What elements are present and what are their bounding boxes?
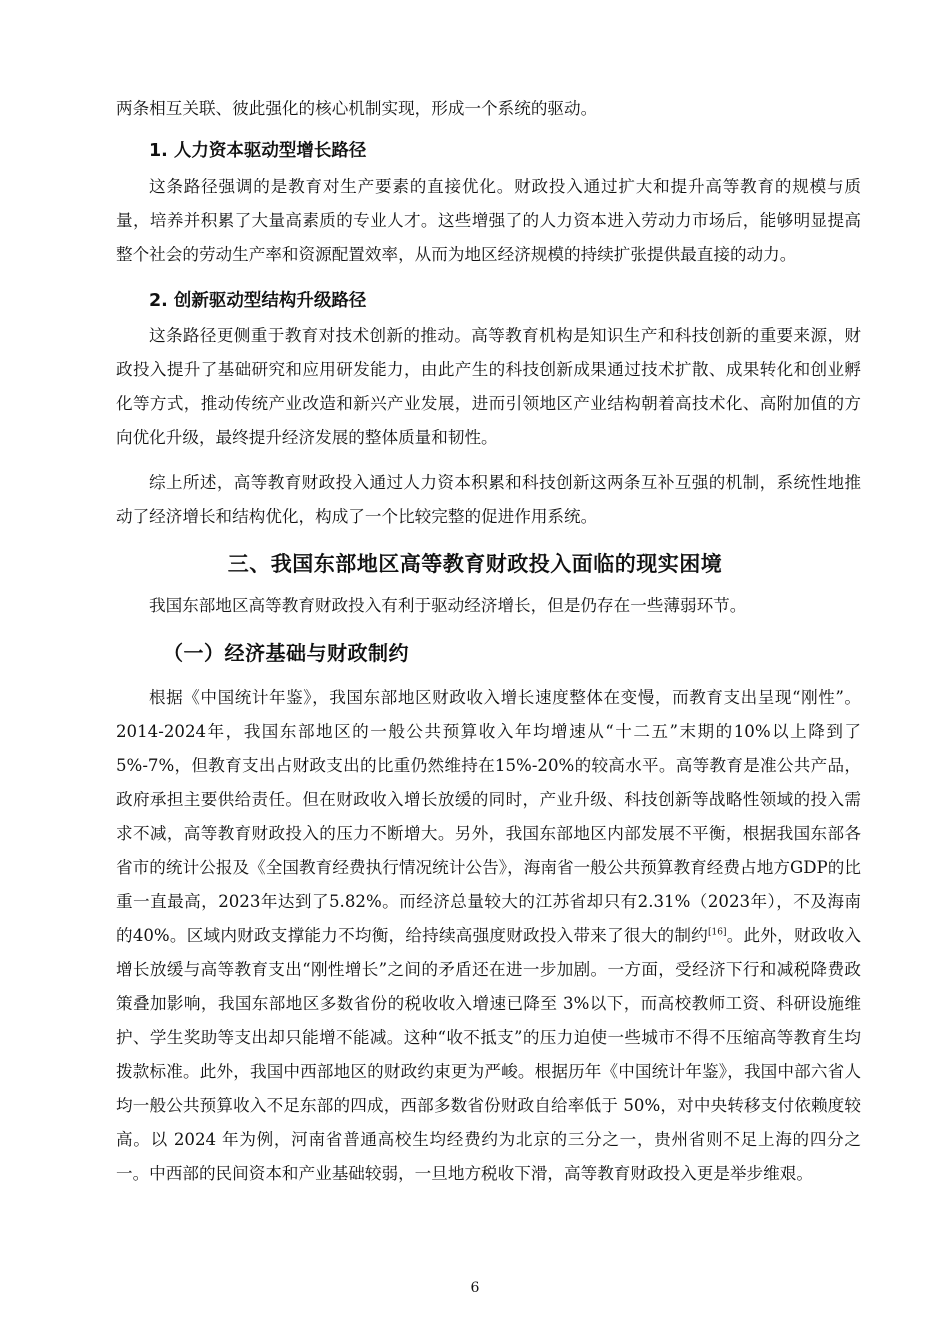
subsection1-heading: （一）经济基础与财政制约 xyxy=(163,641,409,665)
summary-paragraph: 综上所述，高等教育财政投入通过人力资本积累和科技创新这两条互补互强的机制，系统性地推动了经济增长和结构优化，构成了一个比较完整的促进作用系统。 xyxy=(116,473,861,526)
main-body-text-tail: 。此外，财政收入增长放缓与高等教育支出“刚性增长”之间的矛盾还在进一步加剧。一方面，受经济下行和减税降费政策叠加影响，我国东部地区多数省份的税收收入增速已降至 3%以下，而高校教师工资、科研设施维护、学生奖助等支出却只能增不能减。这种“收不抵支”的压力迫使一些城市不得不压缩高等教育生均拨款标准。此外，我国中西部地区的财政约束更为严峻。根据历年《中国统计年鉴》，我国中部六省人均一般公共预算收入不足东部的四成，西部多数省份财政自给率低于 50%，对中央转移支付依赖度较高。以 2024 年为例，河南省普通高校生均经费约为北京的三分之一，贵州省则不足上海的四分之一。中西部的民间资本和产业基础较弱，一旦地方税收下滑，高等教育财政投入更是举步维艰。 xyxy=(116,926,862,1183)
path2-paragraph: 这条路径更侧重于教育对技术创新的推动。高等教育机构是知识生产和科技创新的重要来源，财政投入提升了基础研究和应用研发能力，由此产生的科技创新成果通过技术扩散、成果转化和创业孵化等方式，推动传统产业改造和新兴产业发展，进而引领地区产业结构朝着高技术化、高附加值的方向优化升级，最终提升经济发展的整体质量和韧性。 xyxy=(116,326,861,447)
page-number: 6 xyxy=(470,1280,480,1296)
intro-tail-paragraph: 两条相互关联、彼此强化的核心机制实现，形成一个系统的驱动。 xyxy=(116,99,598,118)
main-body-text: 根据《中国统计年鉴》，我国东部地区财政收入增长速度整体在变慢，而教育支出呈现“刚性”。2014-2024年，我国东部地区的一般公共预算收入年均增速从“十二五”末期的10%以上降到了5%-7%，但教育支出占财政支出的比重仍然维持在15%-20%的较高水平。高等教育是准公共产品，政府承担主要供给责任。但在财政收入增长放缓的同时，产业升级、科技创新等战略性领域的投入需求不减，高等教育财政投入的压力不断增大。另外，我国东部地区内部发展不平衡，根据我国东部各省市的统计公报及《全国教育经费执行情况统计公告》，海南省一般公共预算教育经费占地方GDP的比重一直最高，2023年达到了5.82%。而经济总量较大的江苏省却只有2.31%（2023年），不及海南的40%。区域内财政支撑能力不均衡，给持续高强度财政投入带来了很大的制约 xyxy=(116,688,861,945)
path1-heading: 1. 人力资本驱动型增长路径 xyxy=(149,141,367,161)
citation-mark: [16] xyxy=(708,927,727,938)
section3-heading: 三、我国东部地区高等教育财政投入面临的现实困境 xyxy=(227,552,723,576)
path1-paragraph: 这条路径强调的是教育对生产要素的直接优化。财政投入通过扩大和提升高等教育的规模与质量，培养并积累了大量高素质的专业人才。这些增强了的人力资本进入劳动力市场后，能够明显提高整个社会的劳动生产率和资源配置效率，从而为地区经济规模的持续扩张提供最直接的动力。 xyxy=(116,177,861,264)
path2-heading: 2. 创新驱动型结构升级路径 xyxy=(149,291,367,311)
section3-intro-paragraph: 我国东部地区高等教育财政投入有利于驱动经济增长，但是仍存在一些薄弱环节。 xyxy=(149,596,747,615)
main-body-paragraph xyxy=(116,681,861,1191)
